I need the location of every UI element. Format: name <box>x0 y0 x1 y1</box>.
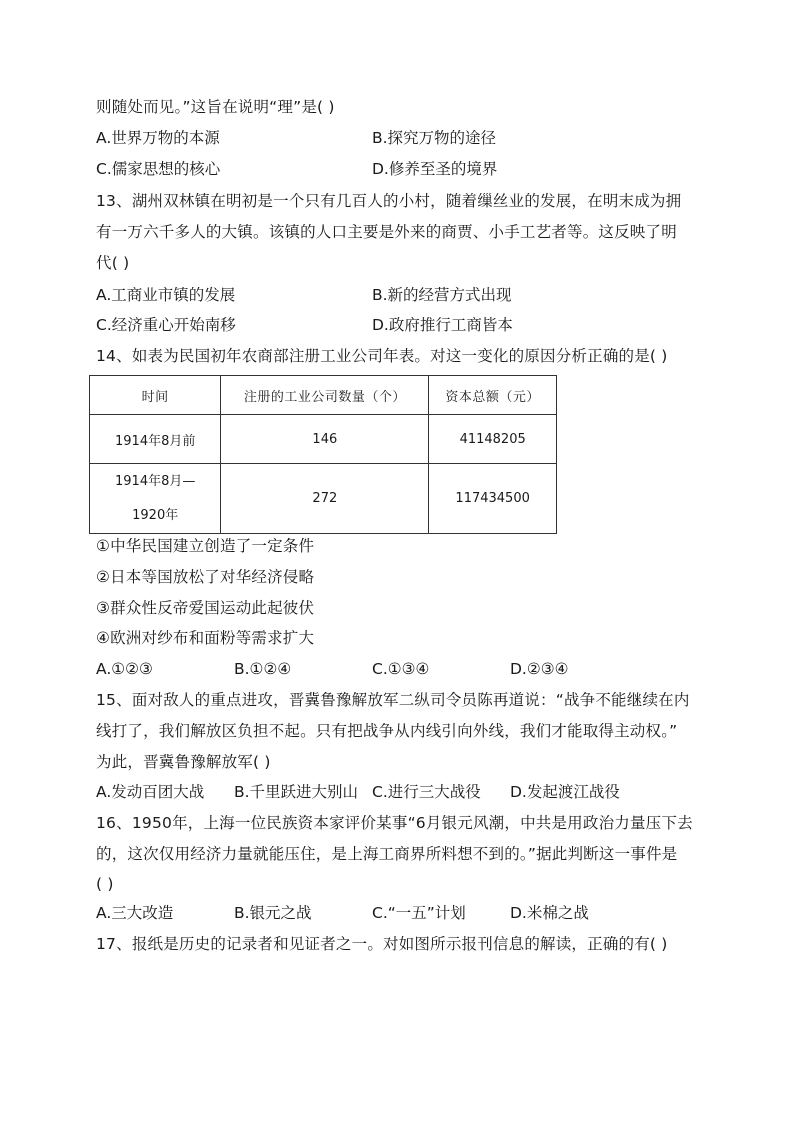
q16-option-b: B.银元之战 <box>234 904 312 922</box>
table-cell-capital: 117434500 <box>429 464 557 534</box>
q15-stem-line-2: 线打了，我们解放区负担不起。只有把战争从内线引向外线，我们才能取得主动权。” <box>96 722 678 740</box>
q14-stem: 14、如表为民国初年农商部注册工业公司年表。对这一变化的原因分析正确的是( ) <box>96 347 668 365</box>
table-cell-count: 146 <box>221 415 429 464</box>
q14-statement-3: ③群众性反帝爱国运动此起彼伏 <box>96 599 315 617</box>
table-cell-time-line-2: 1920年 <box>132 507 179 523</box>
q15-option-b: B.千里跃进大别山 <box>234 783 359 801</box>
q15-option-c: C.进行三大战役 <box>372 783 481 801</box>
q14-statement-4: ④欧洲对纱布和面粉等需求扩大 <box>96 629 315 647</box>
q17-stem: 17、报纸是历史的记录者和见证者之一。对如图所示报刊信息的解读，正确的有( ) <box>96 935 668 953</box>
q13-option-c: C.经济重心开始南移 <box>96 316 236 334</box>
q12-option-a: A.世界万物的本源 <box>96 129 220 147</box>
q14-option-a: A.①②③ <box>96 660 153 678</box>
q13-stem-line-3: 代( ) <box>96 254 130 272</box>
q14-statement-2: ②日本等国放松了对华经济侵略 <box>96 568 315 586</box>
q13-option-d: D.政府推行工商皆本 <box>372 316 513 334</box>
table-header-capital: 资本总额（元） <box>429 376 557 415</box>
table-cell-capital: 41148205 <box>429 415 557 464</box>
q16-option-c: C.“一五”计划 <box>372 904 466 922</box>
q16-stem-line-3: ( ) <box>96 875 114 893</box>
table-row <box>90 415 557 464</box>
q12-option-c: C.儒家思想的核心 <box>96 160 221 178</box>
q12-option-b: B.探究万物的途径 <box>372 129 497 147</box>
q14-option-c: C.①③④ <box>372 660 430 678</box>
q15-option-a: A.发动百团大战 <box>96 783 205 801</box>
table-cell-time-line-1: 1914年8月— <box>115 473 196 489</box>
table-cell-time <box>90 464 221 534</box>
q15-stem-line-1: 15、面对敌人的重点进攻，晋冀鲁豫解放军二纵司令员陈再道说：“战争不能继续在内 <box>96 691 690 709</box>
q16-stem-line-1: 16、1950年，上海一位民族资本家评价某事“6月银元风潮，中共是用政治力量压下去 <box>96 814 693 832</box>
q12-stem-tail: 则随处而见。”这旨在说明“理”是( ) <box>96 98 335 116</box>
q15-option-d: D.发起渡江战役 <box>510 783 620 801</box>
q16-option-d: D.米棉之战 <box>510 904 589 922</box>
table-cell-count: 272 <box>221 464 429 534</box>
q12-option-d: D.修养至圣的境界 <box>372 160 498 178</box>
table-header-count: 注册的工业公司数量（个） <box>221 376 429 415</box>
q13-option-b: B.新的经营方式出现 <box>372 286 512 304</box>
q14-option-b: B.①②④ <box>234 660 292 678</box>
table-cell-time: 1914年8月前 <box>90 415 221 464</box>
q13-stem-line-1: 13、湖州双林镇在明初是一个只有几百人的小村，随着缫丝业的发展，在明末成为拥 <box>96 192 682 210</box>
q13-stem-line-2: 有一万六千多人的大镇。该镇的人口主要是外来的商贾、小手工艺者等。这反映了明 <box>96 223 677 241</box>
q14-data-table <box>89 375 557 534</box>
q13-option-a: A.工商业市镇的发展 <box>96 286 236 304</box>
q16-option-a: A.三大改造 <box>96 904 174 922</box>
table-header-time: 时间 <box>90 376 221 415</box>
q15-stem-line-3: 为此，晋冀鲁豫解放军( ) <box>96 753 271 771</box>
table-header-row <box>90 376 557 415</box>
q14-statement-1: ①中华民国建立创造了一定条件 <box>96 537 315 555</box>
q16-stem-line-2: 的，这次仅用经济力量就能压住，是上海工商界所料想不到的。”据此判断这一事件是 <box>96 845 678 863</box>
table-row <box>90 464 557 534</box>
q14-option-d: D.②③④ <box>510 660 569 678</box>
